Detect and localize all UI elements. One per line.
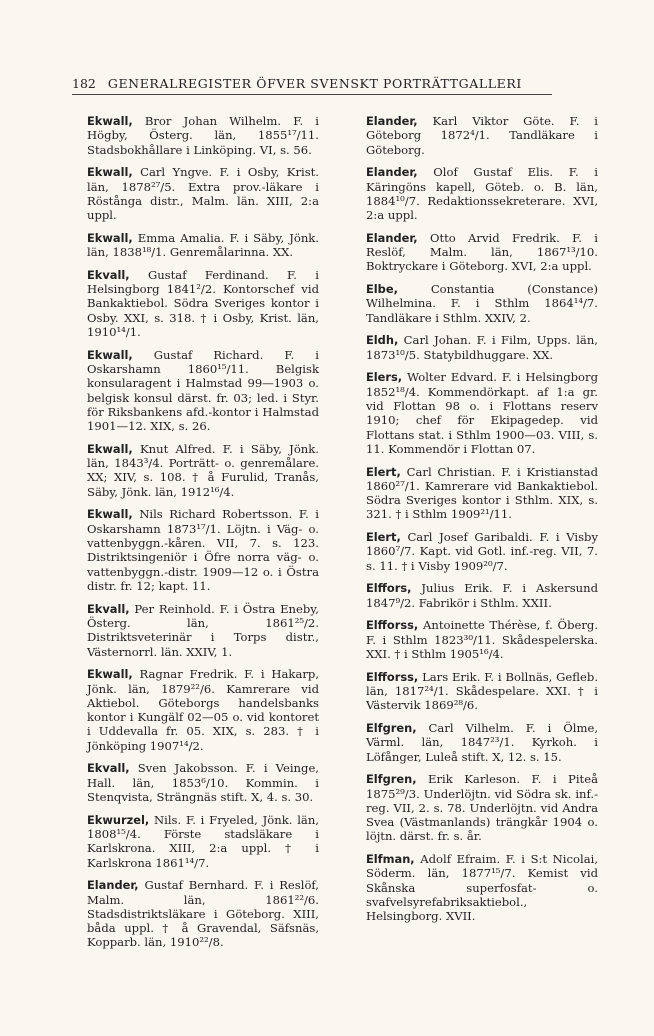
register-entry: [87, 667, 319, 753]
register-entry: [366, 465, 598, 522]
entry-text: Bror Johan Wilhelm. F. i Högby, Österg. län, 1855¹⁷/11. Stadsbokhållare i Linköping. VI, s. 56.: [87, 114, 319, 157]
entry-text: Carl Josef Garibaldi. F. i Visby 1860⁷/7. Kapt. vid Gotl. inf.-reg. VII, 7. s. 11. † i Visby 1909²⁰/7.: [366, 530, 598, 573]
entry-surname: Elander,: [366, 114, 418, 128]
register-entry: [87, 602, 319, 659]
page-number: 182: [72, 76, 96, 91]
entry-surname: Elers,: [366, 370, 403, 385]
entry-surname: Elert,: [366, 464, 401, 479]
entry-surname: Elander,: [366, 230, 418, 245]
register-entry: [87, 165, 319, 222]
entry-text: Nils Richard Robertsson. F. i Oskarshamn 1873¹⁷/1. Löjtn. i Väg- o. vattenbyggn.-kåren. VII, 7. s. 123. Distriktsingeniör i Öfre norra väg- o. vattenbyggn.-distr. 1909—12 o. i Östra distr. fr. 12; kapt. 11.: [87, 507, 319, 593]
entry-surname: Elert,: [366, 530, 401, 545]
entry-text: Karl Viktor Göte. F. i Göteborg 1872⁴/1. Tandläkare i Göteborg.: [366, 114, 598, 157]
register-entry: [366, 370, 598, 456]
register-entry: [87, 348, 319, 434]
entry-text: Adolf Efraim. F. i S:t Nicolai, Söderm. län, 1877¹⁵/7. Kemist vid Skånska superfosfat- o. svafvelsyrefabriksaktiebol., Helsingborg. XVII.: [366, 852, 598, 924]
entry-surname: Ekvall,: [87, 267, 130, 282]
entry-text: Antoinette Thérèse, f. Öberg. F. i Sthlm 1823³⁰/11. Skådespelerska. XXI. † i Sthlm 1905¹⁶/4.: [366, 618, 598, 662]
register-entry: [87, 231, 319, 260]
entry-text: Knut Alfred. F. i Säby, Jönk. län, 1843³/4. Porträtt- o. genremålare. XX; XIV, s. 108. † å Furulid, Tranås, Säby, Jönk. län, 1912¹⁶/4.: [87, 441, 319, 499]
entry-surname: Elfforss,: [366, 618, 419, 633]
register-entry: [87, 761, 319, 804]
entry-surname: Elfgren,: [366, 720, 417, 735]
entry-surname: Ekvall,: [87, 601, 130, 616]
right-column: [366, 114, 598, 932]
left-column: [87, 114, 319, 958]
entry-surname: Elfgren,: [366, 772, 417, 787]
entry-text: Lars Erik. F. i Bollnäs, Gefleb. län, 1817²⁴/1. Skådespelare. XXI. † i Västervik 1869²⁸/6.: [366, 669, 598, 713]
register-entry: [87, 442, 319, 499]
entry-text: Carl Johan. F. i Film, Upps. län, 1873¹⁰/5. Statybildhuggare. XX.: [366, 333, 598, 362]
entry-surname: Ekvall,: [87, 761, 130, 776]
entry-text: Otto Arvid Fredrik. F. i Reslöf, Malm. län, 1867¹³/10. Boktryckare i Göteborg. XVI, 2:a uppl.: [366, 230, 599, 274]
entry-text: Constantia (Constance) Wilhelmina. F. i Sthlm 1864¹⁴/7. Tandläkare i Sthlm. XXIV, 2.: [366, 282, 598, 325]
register-entry: [366, 852, 598, 923]
register-entry: [87, 507, 319, 593]
register-entry: [366, 165, 598, 222]
entry-surname: Elfman,: [366, 852, 415, 867]
entry-surname: Eldh,: [366, 333, 399, 348]
entry-text: Carl Yngve. F. i Osby, Krist. län, 1878²⁷/5. Extra prov.-läkare i Röstånga distr., Malm. län. XIII, 2:a uppl.: [87, 165, 319, 223]
register-entry: [366, 231, 598, 274]
entry-text: Sven Jakobsson. F. i Veinge, Hall. län, 1853⁶/10. Kommin. i Stenqvista, Strängnäs stift. X, 4. s. 30.: [87, 761, 319, 804]
entry-surname: Ekwall,: [87, 507, 133, 522]
register-entry: [366, 772, 598, 843]
running-title: GENERALREGISTER ÖFVER SVENSKT PORTRÄTTGALLERI: [107, 76, 522, 91]
entry-text: Gustaf Richard. F. i Oskarshamn 1860¹⁵/11. Belgisk konsularagent i Halmstad 99—1903 o. belgisk konsul därst. fr. 03; led. i Styr. för Riksbankens afd.-kontor i Halmstad 1901—12. XIX, s. 26.: [87, 347, 320, 434]
entry-surname: Elander,: [87, 878, 139, 893]
entry-text: Emma Amalia. F. i Säby, Jönk. län, 1838¹⁸/1. Genremålarinna. XX.: [87, 230, 319, 260]
entry-surname: Ekwurzel,: [87, 812, 150, 827]
register-entry: [87, 878, 319, 949]
register-entry: [87, 114, 319, 157]
entry-text: Nils. F. i Fryeled, Jönk. län, 1808¹⁵/4. Förste stadsläkare i Karlskrona. XIII, 2:a uppl. † i Karlskrona 1861¹⁴/7.: [87, 812, 319, 870]
register-entry: [87, 268, 319, 339]
entry-surname: Elander,: [366, 165, 418, 180]
register-entry: [366, 618, 598, 661]
entry-text: Ragnar Fredrik. F. i Hakarp, Jönk. län, 1879²²/6. Kamrerare vid Aktiebol. Göteborgs handelsbanks kontor i Kungälf 02—05 o. vid kontoret i Uddevalla fr. 05. XIX, s. 283. † i Jönköping 1907¹⁴/2.: [87, 667, 319, 753]
entry-surname: Elfforss,: [366, 669, 419, 684]
entry-surname: Ekwall,: [87, 114, 133, 128]
register-entry: [366, 282, 598, 325]
entry-surname: Ekwall,: [87, 347, 133, 362]
entry-surname: Ekwall,: [87, 165, 133, 180]
entry-surname: Ekwall,: [87, 667, 133, 682]
register-entry: [366, 581, 598, 610]
entry-surname: Ekwall,: [87, 230, 133, 245]
entry-text: Wolter Edvard. F. i Helsingborg 1852¹⁸/4. Kommendörkapt. af 1:a gr. vid Flottan 98 o. i Flottans reserv 1910; chef för Ekipagedep. vid Flottans stat. i Sthlm 1900—03. VIII, s. 11. Kommendör i Flottan 07.: [366, 370, 598, 456]
entry-text: Gustaf Bernhard. F. i Reslöf, Malm. län, 1861²²/6. Stadsdistriktsläkare i Göteborg. XIII, båda uppl. † å Gravendal, Säfsnäs, Kopparb. län, 1910²²/8.: [87, 878, 319, 950]
entry-text: Gustaf Ferdinand. F. i Helsingborg 1841²/2. Kontorschef vid Bankaktiebol. Södra Sveriges kontor i Osby. XXI, s. 318. † i Osby, Krist. län, 1910¹⁴/1.: [87, 267, 320, 340]
entry-surname: Ekwall,: [87, 441, 133, 456]
entry-text: Julius Erik. F. i Askersund 1847⁹/2. Fabrikör i Sthlm. XXII.: [366, 581, 598, 610]
register-entry: [366, 530, 598, 573]
entry-surname: Elffors,: [366, 581, 412, 596]
register-entry: [366, 670, 598, 713]
entry-text: Carl Vilhelm. F. i Ölme, Värml. län, 1847²³/1. Kyrkoh. i Löfånger, Luleå stift. X, 12. s. 15.: [366, 720, 599, 764]
entry-surname: Elbe,: [366, 282, 398, 297]
entry-text: Erik Karleson. F. i Piteå 1875²⁹/3. Underlöjtn. vid Södra sk. inf.-reg. VII, 2. s. 78. Underlöjtn. vid Andra Svea (Västmanlands) trängkår 1904 o. löjtn. därst. fr. s. år.: [366, 772, 598, 844]
running-header: [72, 76, 552, 95]
entry-text: Carl Christian. F. i Kristianstad 1860²⁷/1. Kamrerare vid Bankaktiebol. Södra Sveriges kontor i Sthlm. XIX, s. 321. † i Sthlm 1909²¹/11.: [366, 464, 598, 522]
entry-text: Per Reinhold. F. i Östra Eneby, Österg. län, 1861²⁵/2. Distriktsveterinär i Torps distr., Västernorrl. län. XXIV, 1.: [87, 601, 319, 659]
register-entry: [366, 114, 598, 157]
register-entry: [366, 333, 598, 362]
entry-text: Olof Gustaf Elis. F. i Käringöns kapell, Göteb. o. B. län, 1884¹⁰/7. Redaktionssekreterare. XVI, 2:a uppl.: [366, 165, 598, 223]
register-entry: [366, 721, 598, 764]
register-entry: [87, 813, 319, 870]
